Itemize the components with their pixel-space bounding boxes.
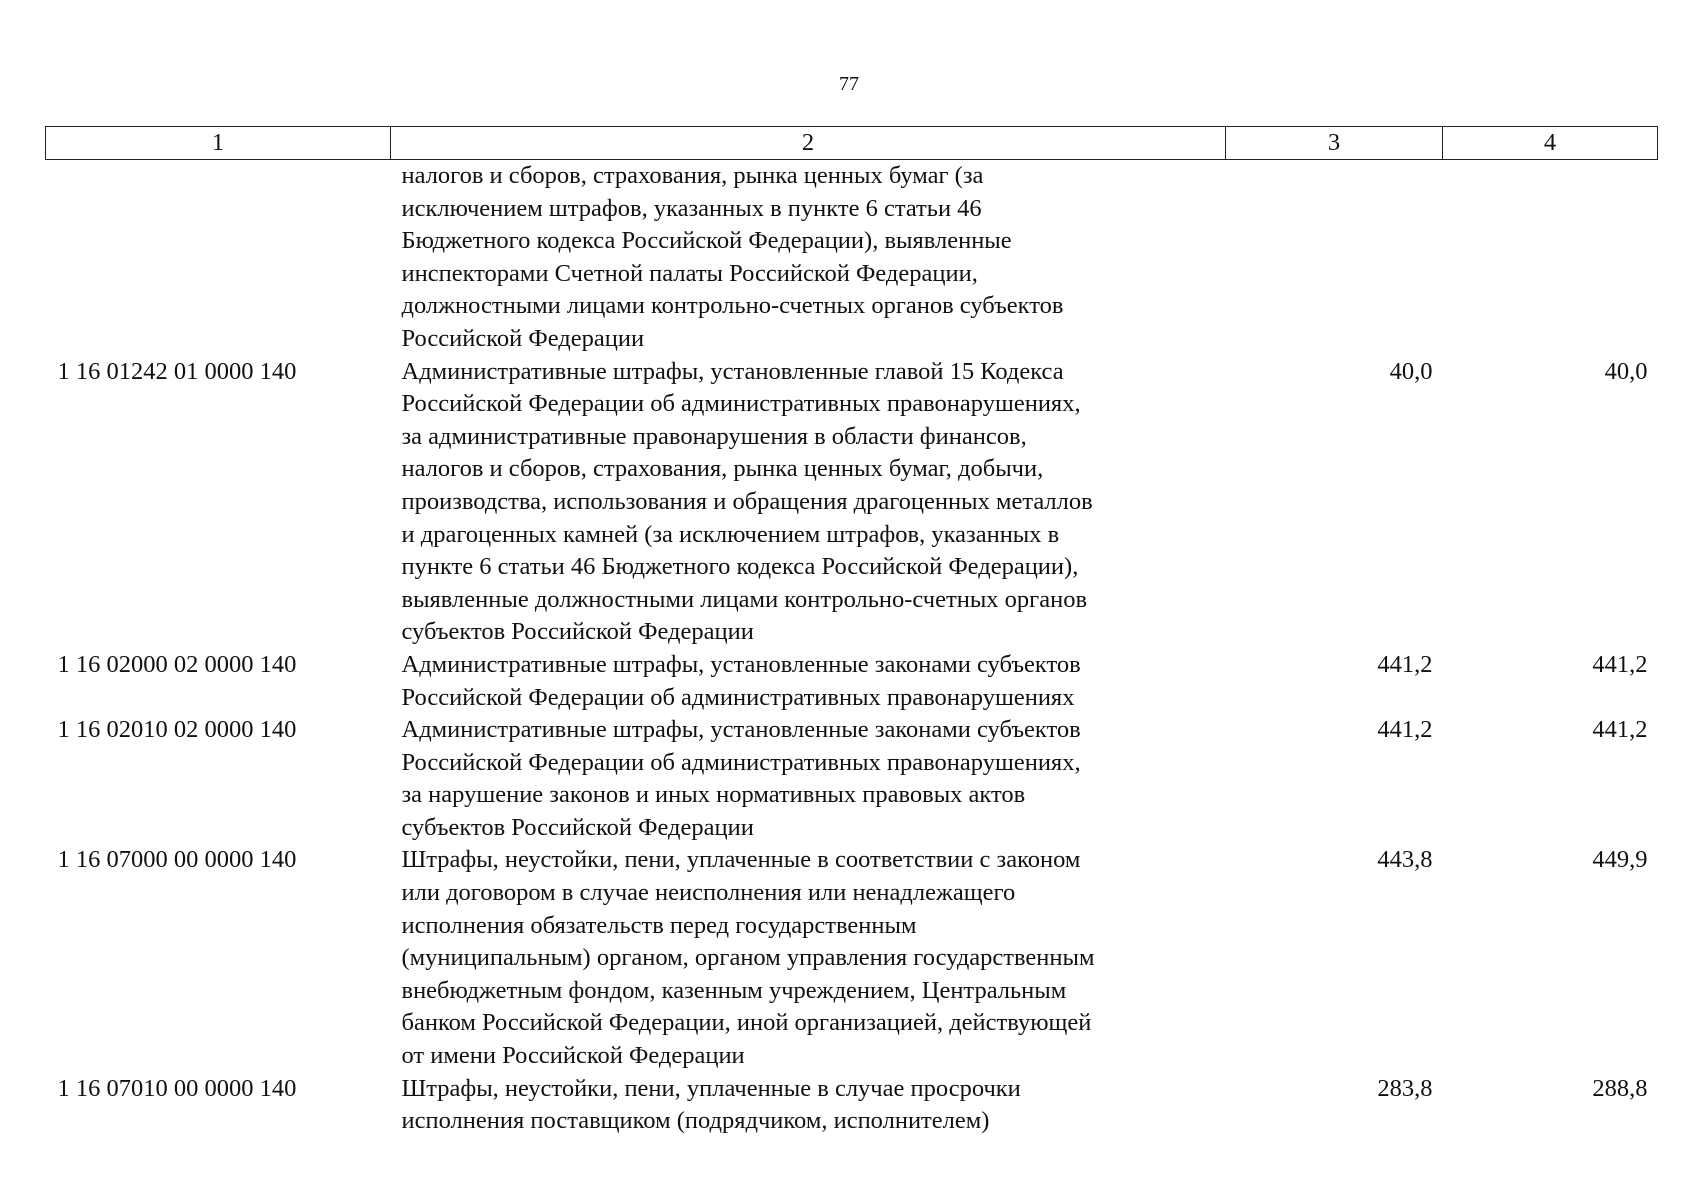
amount-column-4: 288,8	[1592, 1074, 1648, 1102]
amount-column-4: 40,0	[1604, 357, 1648, 385]
description-line: (муниципальным) органом, органом управления государственным	[401, 944, 1095, 972]
page-number: 77	[839, 73, 859, 95]
amount-column-3: 441,2	[1377, 650, 1433, 678]
description-line: пункте 6 статьи 46 Бюджетного кодекса Российской Федерации),	[401, 553, 1079, 581]
description-line: Административные штрафы, установленные законами субъектов	[401, 650, 1081, 678]
amount-column-4: 441,2	[1592, 650, 1648, 678]
description-line: субъектов Российской Федерации	[401, 618, 754, 646]
table-row	[46, 356, 1658, 649]
budget-code: 1 16 07000 00 0000 140	[57, 846, 297, 874]
column-header-4: 4	[1443, 127, 1658, 160]
amount-column-4: 441,2	[1592, 716, 1648, 744]
description-line: или договором в случае неисполнения или ненадлежащего	[401, 879, 1016, 907]
table-row	[46, 714, 1658, 844]
description-line: производства, использования и обращения драгоценных металлов	[401, 487, 1093, 515]
description-line: за нарушение законов и иных нормативных правовых актов	[401, 781, 1026, 809]
amount-column-3: 443,8	[1377, 846, 1433, 874]
description-line: должностными лицами контрольно-счетных органов субъектов	[401, 292, 1064, 320]
amount-column-3: 283,8	[1377, 1074, 1433, 1102]
description-line: Административные штрафы, установленные законами субъектов	[401, 716, 1081, 744]
description-line: исполнения поставщиком (подрядчиком, исполнителем)	[401, 1107, 990, 1135]
revenue-description	[391, 1073, 1226, 1138]
description-line: и драгоценных камней (за исключением штрафов, указанных в	[401, 520, 1060, 548]
revenue-description	[391, 844, 1226, 1072]
budget-code: 1 16 02000 02 0000 140	[57, 650, 297, 678]
table-row	[46, 844, 1658, 1072]
revenue-description	[391, 714, 1226, 844]
description-line: инспекторами Счетной палаты Российской Федерации,	[401, 259, 978, 287]
budget-revenue-table	[45, 126, 1658, 1138]
description-line: Штрафы, неустойки, пени, уплаченные в соответствии с законом	[401, 846, 1081, 874]
description-line: налогов и сборов, страхования, рынка ценных бумаг, добычи,	[401, 455, 1044, 483]
column-header-2: 2	[391, 127, 1226, 160]
description-line: за административные правонарушения в области финансов,	[401, 422, 1027, 450]
budget-code: 1 16 02010 02 0000 140	[57, 716, 297, 744]
budget-code: 1 16 01242 01 0000 140	[57, 357, 297, 385]
amount-column-3: 40,0	[1389, 357, 1433, 385]
amount-column-3: 441,2	[1377, 716, 1433, 744]
table-row	[46, 1073, 1658, 1138]
table-row	[46, 160, 1658, 356]
description-line: налогов и сборов, страхования, рынка ценных бумаг (за	[401, 162, 984, 189]
description-line: Бюджетного кодекса Российской Федерации), выявленные	[401, 227, 1012, 255]
description-line: Российской Федерации об административных правонарушениях,	[401, 748, 1081, 776]
amount-column-4	[1443, 160, 1658, 356]
description-line: Российской Федерации об административных правонарушениях	[401, 683, 1075, 711]
amount-column-3	[1226, 160, 1443, 356]
description-line: Российской Федерации	[401, 324, 645, 352]
description-line: выявленные должностными лицами контрольно-счетных органов	[401, 585, 1088, 613]
budget-code	[46, 160, 391, 356]
revenue-description	[391, 356, 1226, 649]
description-line: субъектов Российской Федерации	[401, 813, 754, 841]
table-header-row	[46, 127, 1658, 160]
description-line: исключением штрафов, указанных в пункте 6 статьи 46	[401, 194, 982, 222]
amount-column-4: 449,9	[1592, 846, 1648, 874]
description-line: Административные штрафы, установленные главой 15 Кодекса	[401, 357, 1064, 385]
description-line: исполнения обязательств перед государственным	[401, 911, 917, 939]
column-header-1: 1	[46, 127, 391, 160]
revenue-description	[391, 160, 1226, 356]
description-line: Штрафы, неустойки, пени, уплаченные в случае просрочки	[401, 1074, 1021, 1102]
description-line: внебюджетным фондом, казенным учреждением, Центральным	[401, 976, 1067, 1004]
budget-code: 1 16 07010 00 0000 140	[57, 1074, 297, 1102]
description-line: банком Российской Федерации, иной организацией, действующей	[401, 1009, 1092, 1037]
revenue-description	[391, 649, 1226, 714]
table-row	[46, 649, 1658, 714]
description-line: Российской Федерации об административных правонарушениях,	[401, 390, 1081, 418]
description-line: от имени Российской Федерации	[401, 1042, 745, 1070]
column-header-3: 3	[1226, 127, 1443, 160]
